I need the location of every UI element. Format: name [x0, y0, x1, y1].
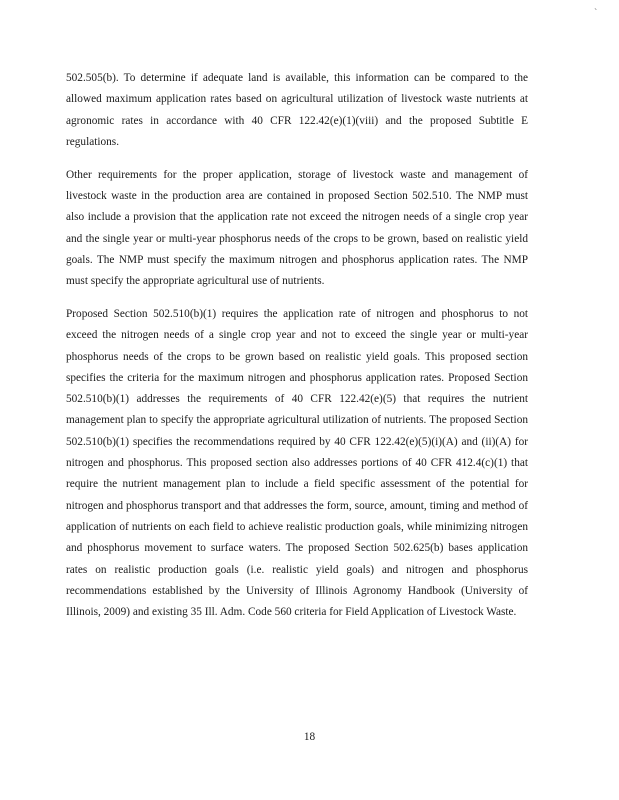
page-number: 18 — [303, 731, 316, 743]
paragraph-section-502-510: Proposed Section 502.510(b)(1) requires the application rate of nitrogen and phosphorus to not exceed the nitrogen needs of a single crop year and not to exceed the single year or multi-year phosphorus needs of the crops to be grown based on realistic yield goals. This proposed section specifies the criteria for the maximum nitrogen and phosphorus application rates. Proposed Section 502.510(b)(1) addresses the requirements of 40 CFR 122.42(e)(5) that requires the nutrient management plan to specify the appropriate agricultural utilization of nutrients. The proposed Section 502.510(b)(1) specifies the recommendations required by 40 CFR 122.42(e)(5)(i)(A) and (ii)(A) for nitrogen and phosphorus. This proposed section also addresses portions of 40 CFR 412.4(c)(1) that require the nutrient management plan to include a field specific assessment of the potential for nitrogen and phosphorus transport and that addresses the form, source, amount, timing and method of application of nutrients on each field to achieve realistic production goals, while minimizing nitrogen and phosphorus movement to surface waters. The proposed Section 502.625(b) bases application rates on realistic production goals (i.e. realistic yield goals) and nitrogen and phosphorus recommendations established by the University of Illinois Agronomy Handbook (University of Illinois, 2009) and existing 35 Ill. Adm. Code 560 criteria for Field Application of Livestock Waste. — [66, 307, 528, 619]
corner-mark: ` — [594, 8, 598, 19]
paragraph-other-requirements: Other requirements for the proper application, storage of livestock waste and management of livestock waste in the production area are contained in proposed Section 502.510. The NMP must also include a provision that the application rate not exceed the nitrogen needs of a single crop year and the single year or multi-year phosphorus needs of the crops to be grown, based on realistic yield goals. The NMP must specify the maximum nitrogen and phosphorus application rates. The NMP must specify the appropriate agricultural use of nutrients. — [66, 168, 528, 288]
paragraph-land-availability: 502.505(b). To determine if adequate land is available, this information can be compared to the allowed maximum application rates based on agricultural utilization of livestock waste nutrients at agronomic rates in accordance with 40 CFR 122.42(e)(1)(viii) and the proposed Subtitle E regulations. — [66, 72, 528, 148]
body-text — [66, 68, 528, 623]
